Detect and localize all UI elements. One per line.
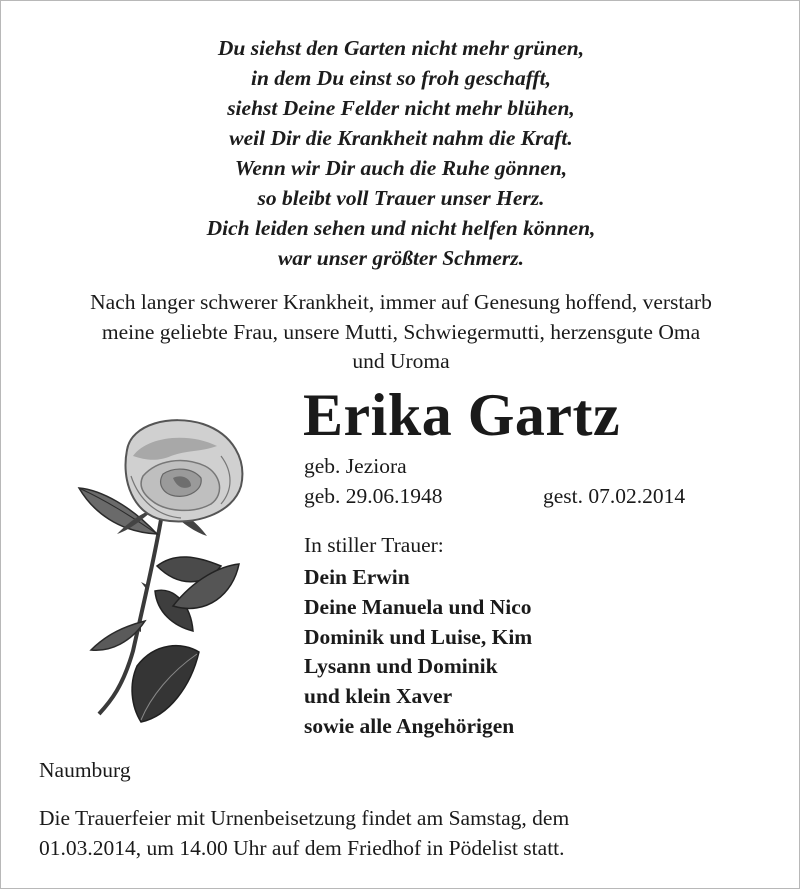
- funeral-line: 01.03.2014, um 14.00 Uhr auf dem Friedhof in Pödelist statt.: [39, 835, 565, 860]
- announcement-line: Nach langer schwerer Krankheit, immer auf Genesung hoffend, verstarb: [90, 290, 712, 314]
- birth-date: geb. 29.06.1948: [304, 484, 443, 508]
- mourner: Deine Manuela und Nico: [304, 594, 532, 619]
- mourner: sowie alle Angehörigen: [304, 713, 515, 738]
- deceased-name: Erika Gartz: [303, 382, 621, 448]
- mourners-heading: In stiller Trauer:: [304, 533, 444, 557]
- mourner: Lysann und Dominik: [304, 654, 498, 679]
- announcement-line: und Uroma: [352, 349, 450, 373]
- place-name: Naumburg: [39, 758, 131, 782]
- poem-line: war unser größter Schmerz.: [277, 246, 525, 270]
- announcement-line: meine geliebte Frau, unsere Mutti, Schwiegermutti, herzensgute Oma: [101, 319, 701, 344]
- mourners-list: [304, 563, 532, 742]
- rose-icon: [71, 416, 256, 731]
- mourner: und klein Xaver: [304, 684, 453, 709]
- maiden-name: geb. Jeziora: [304, 454, 407, 478]
- poem-line: Dich leiden sehen und nicht helfen können,: [206, 216, 596, 240]
- poem-line: weil Dir die Krankheit nahm die Kraft.: [229, 126, 573, 150]
- death-date: gest. 07.02.2014: [543, 484, 686, 508]
- memorial-poem: [1, 33, 800, 273]
- mourner: Dominik und Luise, Kim: [304, 624, 533, 649]
- funeral-details: [39, 804, 569, 863]
- poem-line: Du siehst den Garten nicht mehr grünen,: [217, 36, 585, 60]
- death-announcement: [1, 288, 800, 377]
- poem-line: so bleibt voll Trauer unser Herz.: [257, 186, 545, 210]
- funeral-line: Die Trauerfeier mit Urnenbeisetzung findet am Samstag, dem: [39, 806, 570, 830]
- poem-line: in dem Du einst so froh geschafft,: [250, 66, 552, 90]
- poem-line: Wenn wir Dir auch die Ruhe gönnen,: [234, 156, 568, 180]
- poem-line: siehst Deine Felder nicht mehr blühen,: [227, 96, 575, 120]
- mourner: Dein Erwin: [304, 565, 410, 589]
